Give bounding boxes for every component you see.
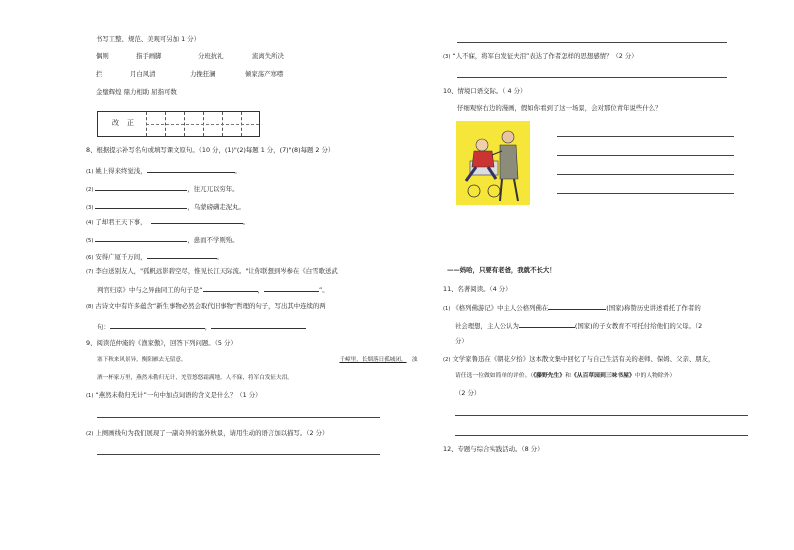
answer-line[interactable]: [455, 415, 748, 416]
q9-sub-3: (3) “人不寐，将军白发征夫泪”表达了作者怎样的思想感情？（2 分）: [443, 52, 638, 60]
q8-item-2: (2) ，往兀兀以穷年。: [86, 185, 239, 193]
answer-blank[interactable]: [264, 284, 319, 292]
answer-line[interactable]: [457, 77, 727, 78]
answer-line[interactable]: [557, 155, 734, 156]
q8-item-8: (8) 古诗文中有许多蕴含“新生事物必然会取代旧事物”哲理的句子，写出其中连续的两: [86, 302, 326, 310]
q11-item-2-cont: 请任选一位做如简单的评价。（《藤野先生》和《从百草园到三味书屋》中的人物除外）: [455, 373, 676, 379]
question-8-title: 8、根据提示补写名句或填写课文原句。（10 分，(1)"(2)每题 1 分，(7)"(8)每题 2 分）: [86, 146, 335, 154]
vocab-word: 分班抗礼: [198, 52, 224, 60]
answer-blank[interactable]: [151, 216, 243, 224]
q11-item-1-cont: 社会理想，主人公认为 (国家)的子女教育不可托付给他们的父母。（2: [455, 322, 703, 330]
answer-blank[interactable]: [95, 183, 187, 191]
poem-line: 塞下秋来风景异，衡阳雁去无留意。 千嶂里，长烟落日孤城闭。 浊: [97, 357, 418, 363]
grid-char: 正: [127, 119, 134, 127]
cartoon-caption: ——妈哈，只要有老爸，我就不长大！: [447, 266, 556, 274]
answer-line[interactable]: [557, 136, 734, 137]
q11-item-2: (2) 文学家鲁迅在《朝花夕拾》这本散文集中回忆了与自己生活有关的老师、保姆、父亲、朋友，: [443, 355, 715, 363]
poem-line: 酒一杯家万里，燕然未勒归无计，羌管悠悠霜满地。人不寐，将军白发征夫泪。: [97, 375, 293, 381]
answer-blank[interactable]: [519, 320, 575, 328]
answer-blank[interactable]: [147, 165, 235, 173]
q8-item-6: (6) 安得广厦千万间， 。: [86, 253, 223, 261]
q11-item-1-score: 分）: [455, 337, 468, 345]
vocab-word: 力挽狂澜: [190, 70, 216, 78]
q8-item-5: (5) ，患而不学则殆。: [86, 236, 239, 244]
cartoon-image: [456, 121, 530, 205]
vocab-word: 偶则: [96, 52, 109, 60]
question-12-title: 12、专题与综合实践活动。（8 分）: [443, 445, 544, 453]
question-9-title: 9、阅读范仲淹的《渔家傲》，回答下列问题。（5 分）: [86, 339, 237, 347]
answer-line[interactable]: [97, 417, 380, 418]
answer-line[interactable]: [457, 42, 727, 43]
answer-blank[interactable]: [95, 234, 187, 242]
answer-blank[interactable]: [211, 321, 306, 329]
q8-item-4: (4) 了却君王天下事， 。: [86, 218, 249, 226]
q11-item-1: (1) 《格列佛游记》中主人公格列佛在 (国家)称赞历史讲述看托了作者的: [443, 304, 701, 312]
writing-note: 书写工整、规范、美观可另加 1 分）: [96, 35, 200, 43]
vocab-word: 金璧辉煌 鼎力相助 屈指可数: [96, 88, 177, 96]
answer-line[interactable]: [97, 454, 380, 455]
q8-item-7: (7) 李白送别友人，"孤帆远影碧空尽，惟见长江天际流。"让你联想到岑参在《白雪歌送武: [86, 267, 338, 275]
answer-blank[interactable]: [110, 321, 205, 329]
q10-text: 仔细观察右边的漫画，假如你看到了这一场景，会对那位青年说些什么？: [457, 104, 662, 112]
q8-item-1: (1) 姚上得来终觉浅， 。: [86, 167, 241, 175]
cartoon-illustration: [456, 121, 530, 205]
vocab-word: 流离失所决: [252, 52, 284, 60]
answer-blank[interactable]: [95, 201, 187, 209]
question-10-title: 10、情境口语交际。（ 4 分）: [443, 87, 527, 95]
answer-blank[interactable]: [147, 251, 217, 259]
correction-grid: [97, 111, 260, 137]
answer-line[interactable]: [455, 435, 748, 436]
question-11-title: 11、名著阅读。（4 分）: [443, 285, 512, 293]
q9-sub-1: (1) “燕然未勒归无计”一句中加点词语的含义是什么？（1 分）: [86, 391, 262, 399]
grid-char: 改: [112, 119, 119, 127]
q8-item-3: (3) ，乌蒙磅礴走泥丸。: [86, 203, 245, 211]
vocab-word: 倾家荡产寒噤: [245, 70, 284, 78]
vocab-word: 指手画脚: [136, 52, 162, 60]
answer-blank[interactable]: [203, 284, 258, 292]
q8-item-7-cont: 判官归京》中与之异曲同工的句子是“ ， ”。: [97, 286, 329, 294]
answer-line[interactable]: [557, 193, 734, 194]
vocab-word: 拦: [96, 70, 103, 78]
answer-blank[interactable]: [548, 302, 606, 310]
q9-sub-2: (2) 上阕画线句为我们展现了一副奇异的塞外秋景，请用生动的语言加以描写。（2 分）: [86, 429, 329, 437]
q11-item-2-score: （2 分）: [455, 389, 481, 397]
q8-item-8-cont: 句： ，: [97, 321, 306, 332]
vocab-word: 月白风清: [130, 70, 156, 78]
answer-line[interactable]: [557, 174, 734, 175]
